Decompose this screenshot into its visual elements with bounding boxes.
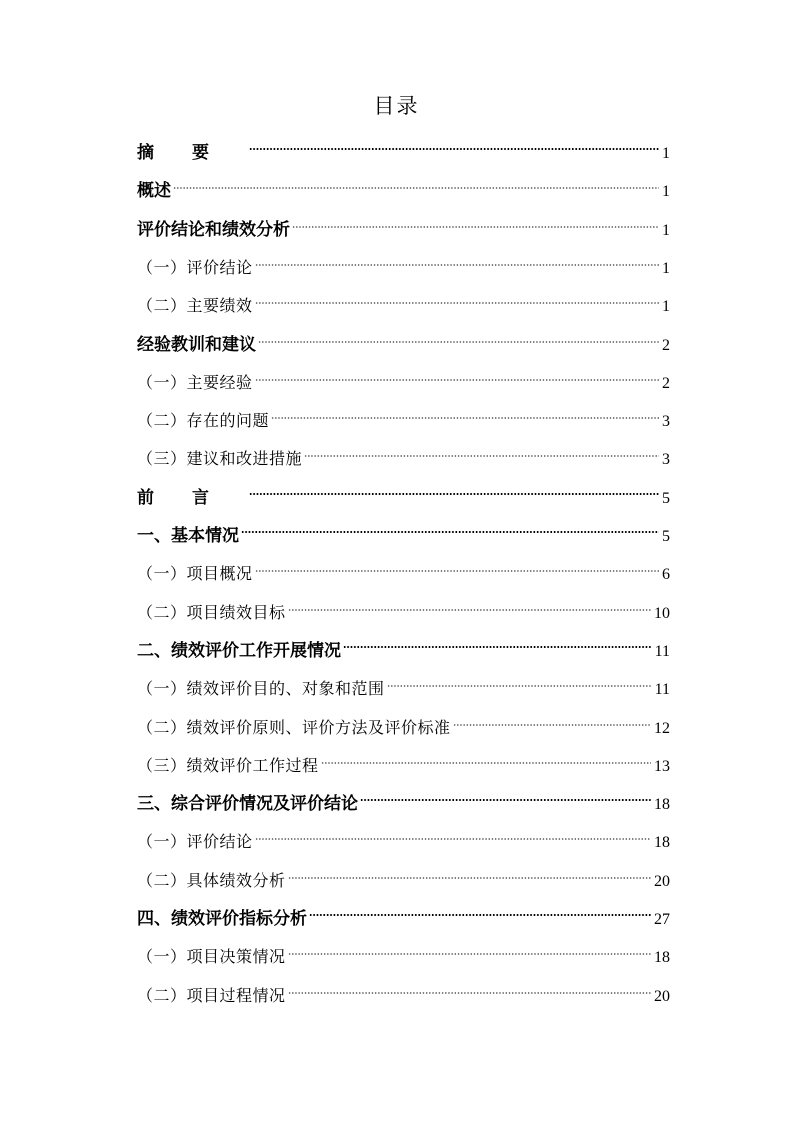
toc-entry-section[interactable] [137,592,670,622]
toc-entry-chapter[interactable] [137,324,670,355]
toc-page-number: 1 [662,221,670,239]
toc-dot-leader [321,745,651,771]
toc-dot-leader [255,362,659,388]
toc-entry-label: （一）主要经验 [137,372,253,392]
toc-entry-label: （二）绩效评价原则、评价方法及评价标准 [137,717,451,737]
toc-entry-section[interactable] [137,707,670,737]
toc-page-number: 11 [654,642,670,660]
toc-page-number: 18 [654,834,670,852]
toc-page-number: 12 [654,719,670,737]
toc-dot-leader [292,209,659,235]
toc-page-number: 18 [654,949,670,967]
toc-entry-label: （二）存在的问题 [137,411,270,431]
toc-entry-label: （二）项目绩效目标 [137,602,286,622]
toc-dot-leader [288,975,651,1001]
toc-entry-section[interactable] [137,668,670,699]
toc-page-number: 5 [662,528,670,545]
toc-dot-leader [258,324,659,350]
toc-page-number: 1 [662,259,670,277]
toc-entry-section[interactable] [137,553,670,584]
toc-page-number: 1 [662,145,670,162]
toc-page-number: 11 [654,681,670,699]
toc-dot-leader [309,898,651,924]
toc-page-number: 1 [662,298,670,316]
toc-entry-label: 前言 [137,487,247,508]
toc-entry-section[interactable] [137,975,670,1005]
toc-page-number: 3 [662,451,670,469]
toc-entry-label: 二、绩效评价工作开展情况 [137,640,341,661]
toc-entry-label: （二）主要绩效 [137,296,253,316]
toc-entry-label: 三、综合评价情况及评价结论 [137,794,358,815]
toc-entry-label: 概述 [137,181,171,202]
toc-entry-label: 经验教训和建议 [137,334,256,355]
toc-entry-label: （一）项目决策情况 [137,947,286,967]
toc-page-number: 18 [654,796,670,814]
toc-dot-leader [387,668,652,694]
toc-page-number: 13 [654,757,670,775]
toc-entry-section[interactable] [137,936,670,967]
toc-dot-leader [453,707,651,733]
toc-page-number: 2 [662,336,670,354]
toc-page-number: 2 [662,374,670,392]
toc-entry-section[interactable] [137,438,670,469]
toc-entry-label: 四、绩效评价指标分析 [137,909,307,929]
toc-entry-label: （三）建议和改进措施 [137,449,303,469]
toc-entry-label: （二）具体绩效分析 [137,870,286,890]
toc-entry-chapter[interactable] [137,630,670,661]
toc-entry-chapter[interactable] [137,783,670,815]
toc-dot-leader [304,438,659,464]
toc-entry-chapter[interactable] [137,209,670,240]
toc-entry-section[interactable] [137,745,670,775]
toc-dot-leader [288,592,651,618]
toc-entry-chapter[interactable] [137,477,670,508]
toc-page-number: 1 [662,183,670,201]
toc-entry-chapter[interactable] [137,170,670,202]
toc-dot-leader [343,630,652,656]
toc-dot-leader [241,515,659,541]
toc-title: 目录 [373,94,420,118]
toc-entry-section[interactable] [137,821,670,852]
toc-entry-chapter[interactable] [137,132,670,163]
toc-entry-chapter[interactable] [137,515,670,546]
toc-entry-section[interactable] [137,247,670,277]
toc-dot-leader [255,285,659,311]
toc-page-number: 3 [662,413,670,431]
toc-dot-leader [173,170,659,196]
toc-entry-label: （一）项目概况 [137,564,253,584]
toc-dot-leader [288,860,651,886]
toc-entry-section[interactable] [137,400,670,431]
toc-entry-label: （二）项目过程情况 [137,985,286,1005]
toc-dot-leader [249,132,659,158]
toc-entry-label: 一、基本情况 [137,526,239,546]
toc-entry-chapter[interactable] [137,898,670,929]
toc-dot-leader [360,783,651,809]
toc-dot-leader [288,936,651,962]
toc-entry-label: （一）评价结论 [137,832,253,852]
toc-entry-label: 摘要 [137,143,247,163]
toc-dot-leader [255,553,659,579]
toc-page-number: 27 [654,911,670,928]
toc-page-number: 10 [654,604,670,622]
toc-entry-label: 评价结论和绩效分析 [137,219,290,240]
toc-dot-leader [255,821,651,847]
toc-dot-leader [249,477,659,503]
toc-dot-leader [255,247,659,273]
toc-page-number: 5 [662,489,670,507]
toc-dot-leader [271,400,659,426]
toc-page-number: 20 [654,872,670,890]
toc-entry-label: （一）绩效评价目的、对象和范围 [137,679,385,699]
toc-entry-section[interactable] [137,860,670,890]
toc-page-number: 20 [654,987,670,1005]
toc-entry-section[interactable] [137,285,670,316]
toc-entry-section[interactable] [137,362,670,392]
toc-entry-label: （三）绩效评价工作过程 [137,755,319,775]
toc-entry-label: （一）评价结论 [137,257,253,277]
toc-page-number: 6 [662,566,670,584]
